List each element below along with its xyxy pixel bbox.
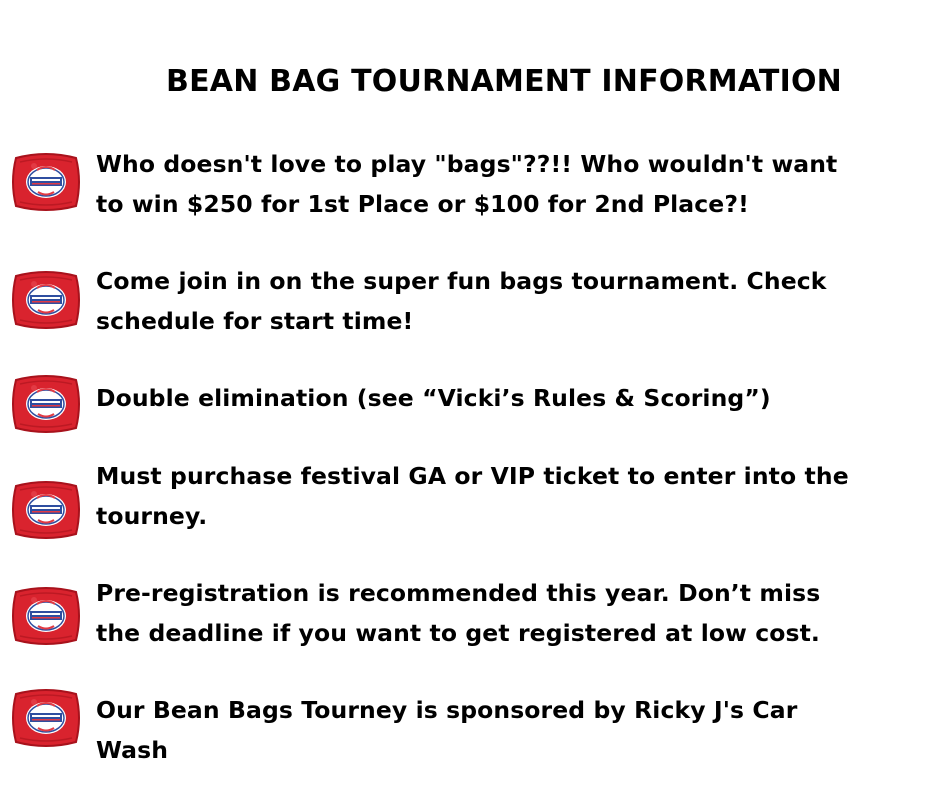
item-text (96, 456, 926, 536)
item-text (96, 144, 926, 224)
bean-bag-logo-icon (10, 586, 82, 646)
bean-bag-logo-icon (10, 270, 82, 330)
item-line: Must purchase festival GA or VIP ticket to enter into the (96, 462, 849, 490)
item-text (96, 690, 926, 770)
bean-bag-logo-icon (10, 374, 82, 434)
item-line: tourney. (96, 502, 208, 530)
item-text (96, 261, 926, 341)
item-line: Who doesn't love to play "bags"??!! Who wouldn't want (96, 150, 838, 178)
bean-bag-logo-icon (10, 688, 82, 748)
item-line: to win $250 for 1st Place or $100 for 2nd Place?! (96, 190, 749, 218)
item-line: the deadline if you want to get registered at low cost. (96, 619, 820, 647)
bean-bag-logo-icon (10, 480, 82, 540)
page-title: BEAN BAG TOURNAMENT INFORMATION (166, 64, 842, 99)
bean-bag-logo-icon (10, 152, 82, 212)
item-line: Double elimination (see “Vicki’s Rules & Scoring”) (96, 384, 771, 412)
item-line: Come join in on the super fun bags tournament. Check (96, 267, 827, 295)
item-line: schedule for start time! (96, 307, 414, 335)
item-text (96, 573, 926, 653)
item-line: Wash (96, 736, 169, 764)
item-line: Pre-registration is recommended this year. Don’t miss (96, 579, 821, 607)
item-text (96, 378, 926, 418)
item-line: Our Bean Bags Tourney is sponsored by Ricky J's Car (96, 696, 798, 724)
